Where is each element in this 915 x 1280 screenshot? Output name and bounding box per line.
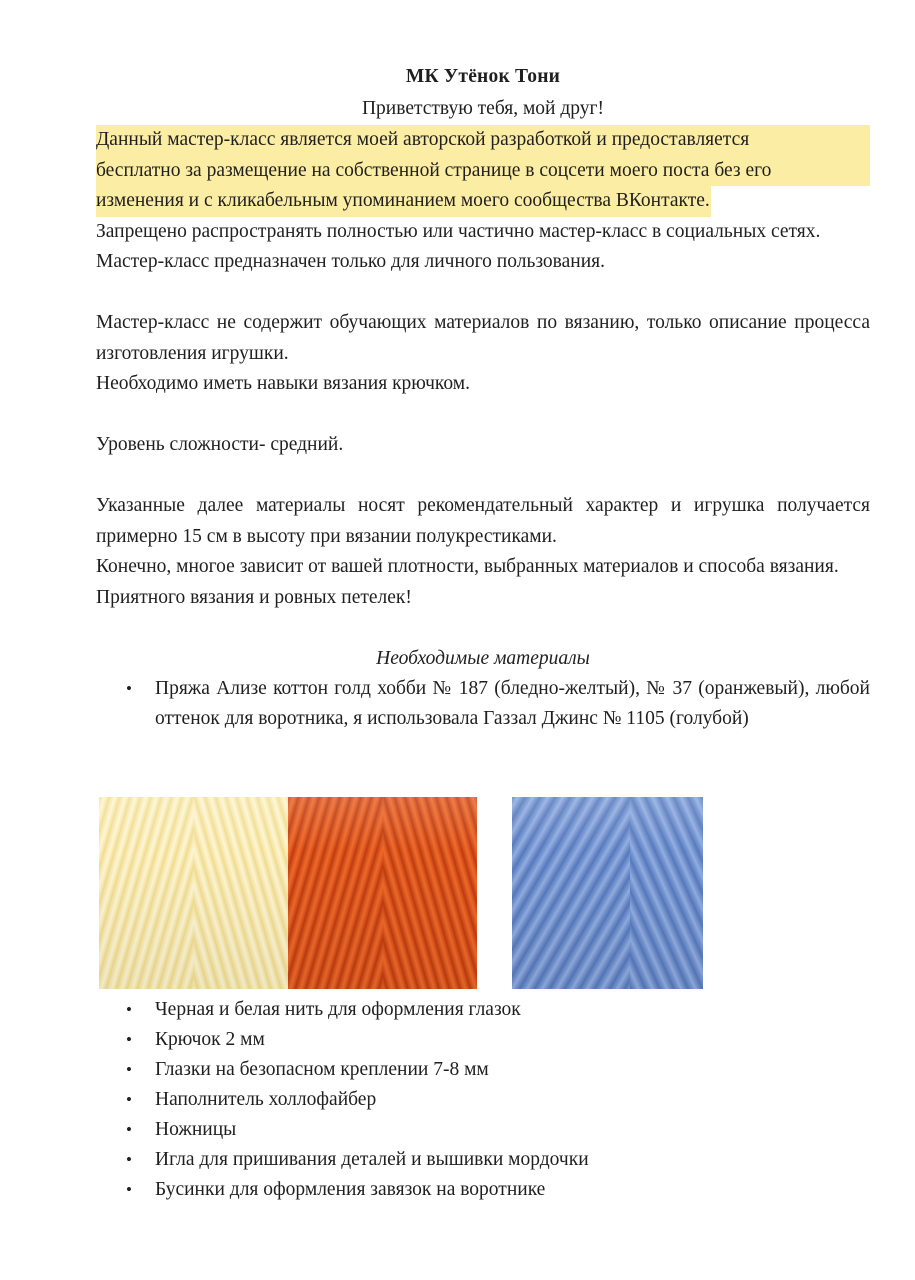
yarn-strand-group-left — [512, 797, 630, 989]
supplies-section — [96, 995, 870, 1205]
materials-yarn-list — [96, 674, 870, 735]
highlight-line-2: бесплатно за размещение на собственной странице в соцсети моего поста без его — [96, 156, 870, 187]
paragraph-no-tutorial: Мастер-класс не содержит обучающих материалов по вязанию, только описание процесса изготовления игрушки. — [96, 312, 870, 364]
list-item: • Пряжа Ализе коттон голд хобби № 187 (бледно-желтый), № 37 (оранжевый), любой оттенок для воротника, я использовала Газзал Джинс № 1105 (голубой) — [96, 674, 870, 735]
paragraph-spacer — [96, 278, 870, 309]
yarn-strand-group-right — [194, 797, 289, 989]
list-item: • Глазки на безопасном креплении 7-8 мм — [96, 1055, 870, 1085]
supplies-list — [96, 995, 870, 1205]
greeting-line: Приветствую тебя, мой друг! — [361, 98, 605, 119]
yarn-strand-group-right — [630, 797, 703, 989]
list-item: • Игла для пришивания деталей и вышивки мордочки — [96, 1145, 870, 1175]
list-item: • Крючок 2 мм — [96, 1025, 870, 1055]
pale-yellow-yarn-photo — [99, 797, 288, 989]
yarn-strand-group-left — [99, 797, 194, 989]
paragraph-no-redistribution: Запрещено распространять полностью или частично мастер-класс в социальных сетях. — [96, 220, 821, 242]
paragraph-closing-wish: Приятного вязания и ровных петелек! — [96, 586, 412, 608]
orange-yarn-photo — [288, 797, 477, 989]
list-item: • Наполнитель холлофайбер — [96, 1085, 870, 1115]
highlight-line-3: изменения и с кликабельным упоминанием моего сообщества ВКонтакте. — [96, 186, 711, 217]
list-item: • Черная и белая нить для оформления глазок — [96, 995, 870, 1025]
blue-yarn-photo — [512, 797, 703, 989]
paragraph-personal-use: Мастер-класс предназначен только для личного пользования. — [96, 251, 605, 272]
document-body — [96, 62, 870, 735]
yarn-strand-group-left — [288, 797, 383, 989]
list-item: • Бусинки для оформления завязок на воротнике — [96, 1175, 870, 1205]
paragraph-skills-required: Необходимо иметь навыки вязания крючком. — [96, 373, 471, 394]
highlighted-license-notice — [96, 125, 870, 217]
paragraph-spacer — [96, 613, 870, 644]
page-title: МК Утёнок Тони — [405, 66, 561, 87]
paragraph-materials-note: Указанные далее материалы носят рекомендательный характер и игрушка получается примерно 15 см в высоту при вязании полукрестиками. — [96, 495, 870, 547]
highlight-line-1: Данный мастер-класс является моей авторской разработкой и предоставляется — [96, 125, 870, 156]
paragraph-gauge-note: Конечно, многое зависит от вашей плотности, выбранных материалов и способа вязания. — [96, 556, 839, 577]
paragraph-spacer — [96, 400, 870, 431]
yarn-swatch-row — [99, 797, 739, 991]
yarn-strand-group-right — [383, 797, 478, 989]
paragraph-spacer — [96, 461, 870, 492]
paragraph-difficulty-level: Уровень сложности- средний. — [96, 434, 344, 455]
list-item: • Ножницы — [96, 1115, 870, 1145]
materials-heading: Необходимые материалы — [376, 647, 590, 669]
